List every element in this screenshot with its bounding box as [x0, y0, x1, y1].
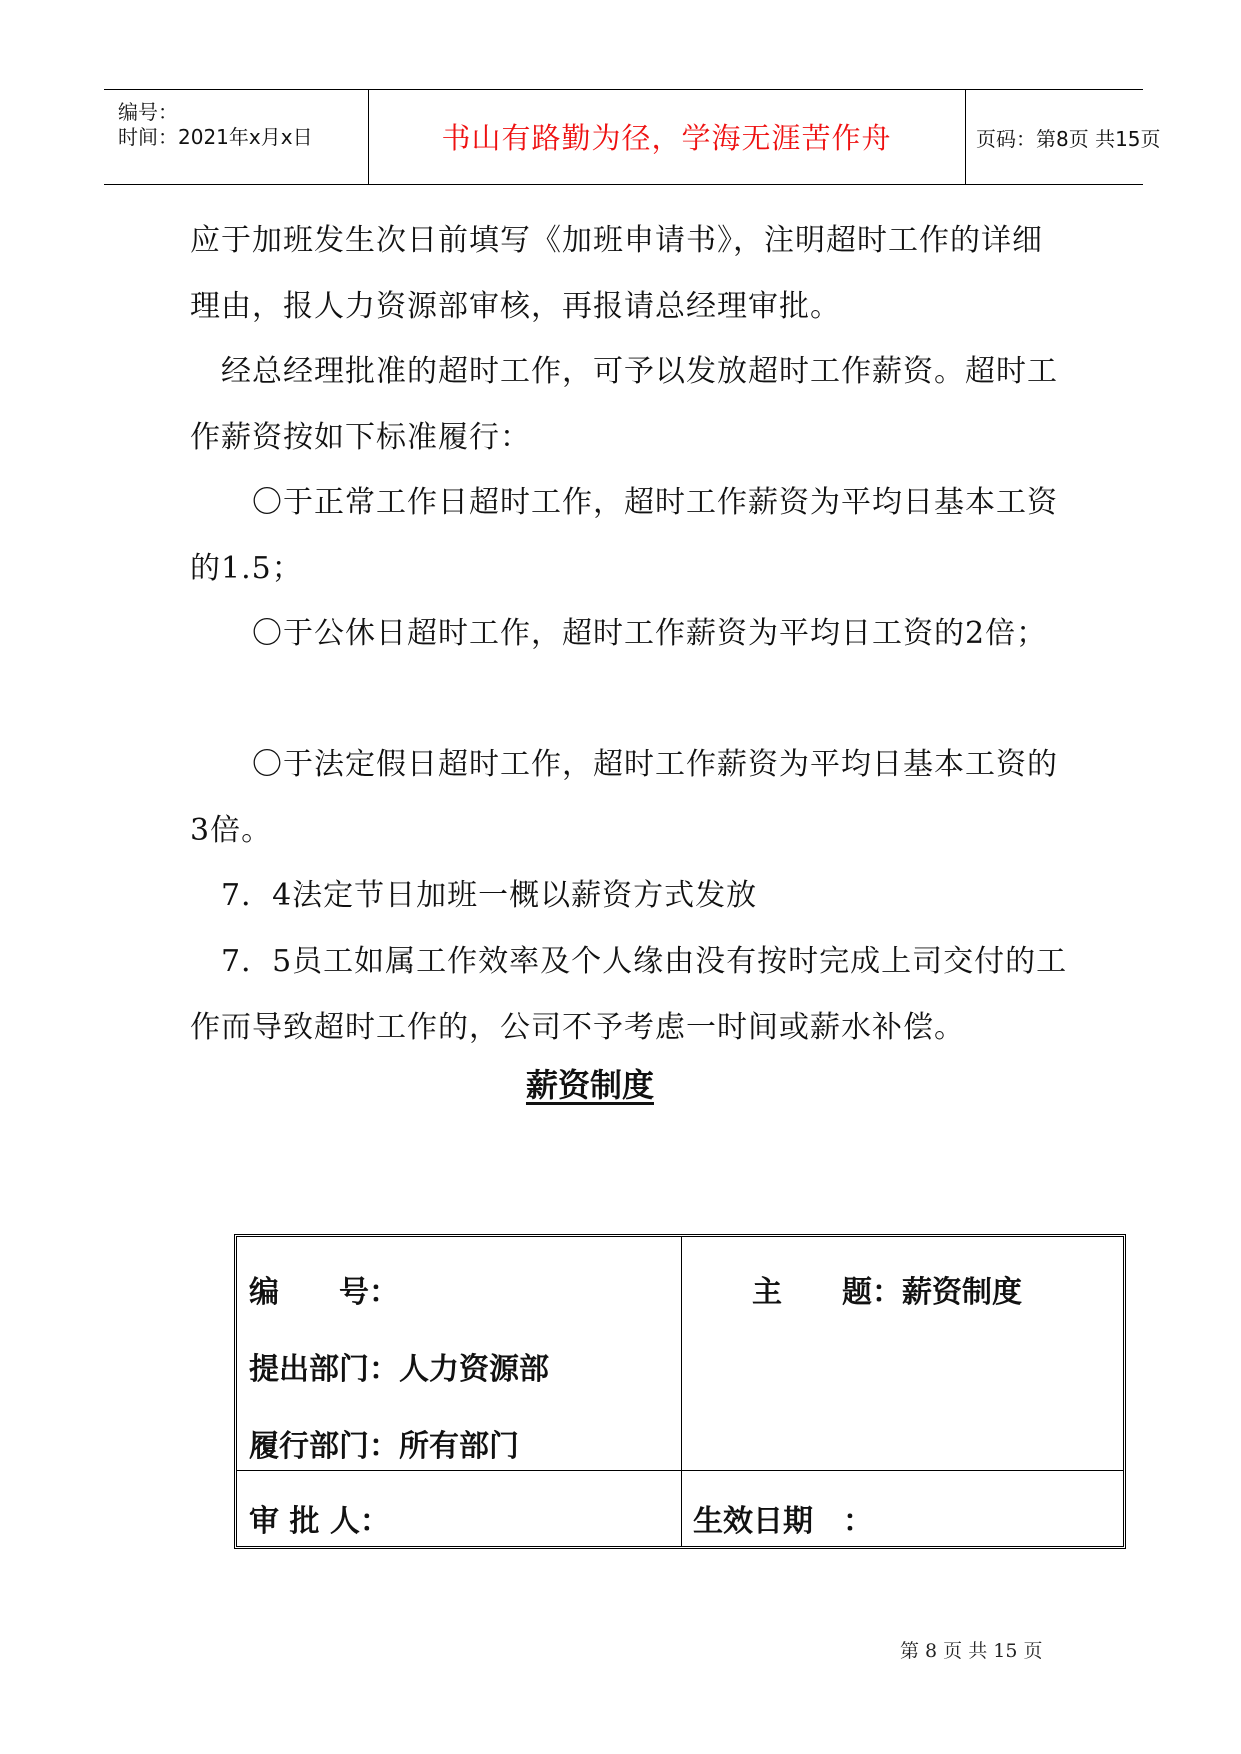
- header-page-cell: [966, 90, 1161, 184]
- info-table: [234, 1234, 1126, 1549]
- table-subject: 主 题：薪资制度: [752, 1275, 1022, 1310]
- header-motto: 书山有路勤为径，学海无涯苦作舟: [441, 121, 892, 155]
- paragraph-7-5: 7．5员工如属工作效率及个人缘由没有按时完成上司交付的工作而导致超时工作的，公司不予考虑一时间或薪水补偿。: [190, 944, 1068, 1045]
- paragraph-workday-rate: 〇于正常工作日超时工作，超时工作薪资为平均日基本工资的1.5；: [190, 485, 1058, 586]
- header-number-label: 编号：: [118, 100, 178, 124]
- table-proposer: 提出部门：人力资源部: [249, 1352, 549, 1387]
- paragraph-overtime-approval: 经总经理批准的超时工作，可予以发放超时工作薪资。超时工作薪资按如下标准履行：: [190, 354, 1058, 455]
- paragraph-holiday-rate: 〇于法定假日超时工作，超时工作薪资为平均日基本工资的3倍。: [190, 747, 1058, 848]
- header-motto-cell: [368, 90, 966, 184]
- table-executor: 履行部门：所有部门: [249, 1429, 519, 1464]
- page-header: [104, 89, 1161, 185]
- paragraph-7-4: 7．4法定节日加班一概以薪资方式发放: [190, 878, 758, 913]
- table-effective-date: 生效日期 ：: [693, 1504, 873, 1539]
- paragraph-overtime-application: 应于加班发生次日前填写《加班申请书》，注明超时工作的详细理由，报人力资源部审核，再报请总经理审批。: [190, 223, 1043, 324]
- page-footer: 第 8 页 共 15 页: [900, 1640, 1043, 1662]
- table-number: 编 号：: [249, 1275, 399, 1310]
- header-meta: [104, 90, 369, 184]
- table-divider-vertical: [681, 1237, 682, 1546]
- header-page-info: 页码：第8页 共15页: [976, 127, 1161, 151]
- table-divider-horizontal: [237, 1470, 1123, 1471]
- section-heading: 薪资制度: [525, 1066, 654, 1104]
- paragraph-restday-rate: 〇于公休日超时工作，超时工作薪资为平均日工资的2倍；: [190, 616, 1048, 651]
- header-time-label: 时间：2021年x月x日: [118, 125, 313, 149]
- table-approver: 审 批 人：: [249, 1504, 390, 1539]
